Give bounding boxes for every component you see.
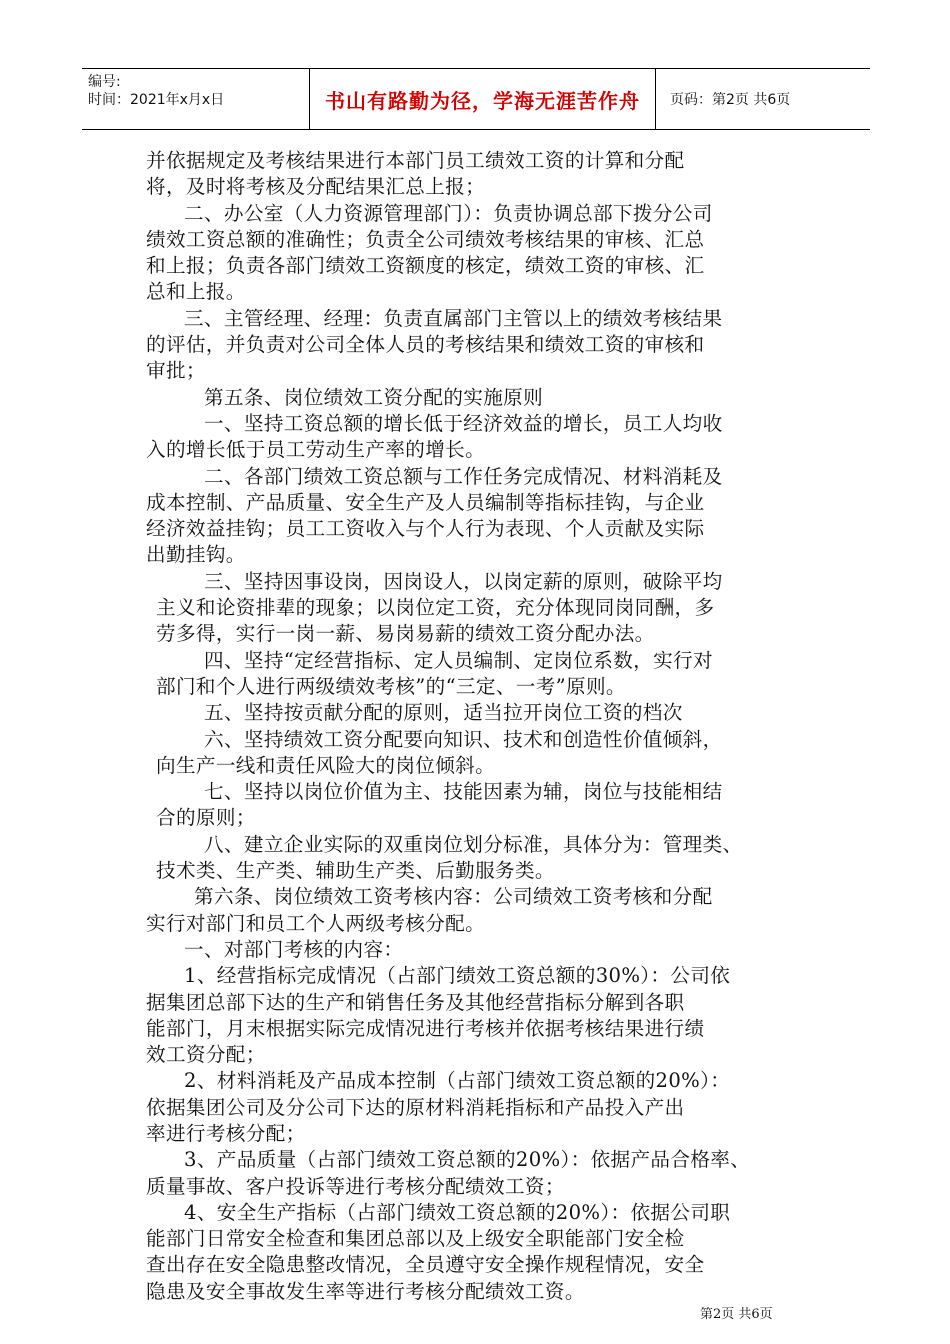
body-text-line: 一、坚持工资总额的增长低于经济效益的增长，员工人均收 <box>204 411 723 435</box>
body-text-line: 三、主管经理、经理：负责直属部门主管以上的绩效考核结果 <box>184 306 723 330</box>
header-meta <box>82 69 310 129</box>
body-text-line: 将，及时将考核及分配结果汇总上报； <box>146 175 486 199</box>
body-text-line: 2、材料消耗及产品成本控制（占部门绩效工资总额的20%）： <box>184 1069 731 1093</box>
body-text-line: 4、安全生产指标（占部门绩效工资总额的20%）：依据公司职 <box>184 1200 731 1224</box>
page-footer: 第2页 共6页 <box>700 1307 773 1322</box>
body-text-line: 四、坚持“定经营指标、定人员编制、定岗位系数，实行对 <box>204 648 713 672</box>
body-text-line: 据集团总部下达的生产和销售任务及其他经营指标分解到各职 <box>146 990 685 1014</box>
document-body <box>146 148 810 1305</box>
document-time-label: 时间：2021年x月x日 <box>88 92 225 108</box>
body-text-line: 和上报；负责各部门绩效工资额度的核定，绩效工资的审核、汇 <box>146 254 705 278</box>
body-text-line: 三、坚持因事设岗，因岗设人，以岗定薪的原则，破除平均 <box>204 569 723 593</box>
body-text-line: 审批； <box>146 359 206 383</box>
body-text-line: 第六条、岗位绩效工资考核内容：公司绩效工资考核和分配 <box>194 885 713 909</box>
body-text-line: 劳多得，实行一岗一薪、易岗易薪的绩效工资分配办法。 <box>156 622 655 646</box>
header-motto: 书山有路勤为径，学海无涯苦作舟 <box>310 69 656 129</box>
body-text-line: 1、经营指标完成情况（占部门绩效工资总额的30%）：公司依 <box>184 964 731 988</box>
body-text-line: 八、建立企业实际的双重岗位划分标准，具体分为：管理类、 <box>204 832 743 856</box>
body-text-line: 总和上报。 <box>146 280 246 304</box>
body-text-line: 绩效工资总额的准确性；负责全公司绩效考核结果的审核、汇总 <box>146 227 705 251</box>
body-text-line: 的评估，并负责对公司全体人员的考核结果和绩效工资的审核和 <box>146 333 705 357</box>
body-text-line: 效工资分配； <box>146 1043 266 1067</box>
body-text-line: 向生产一线和责任风险大的岗位倾斜。 <box>156 753 496 777</box>
body-text-line: 率进行考核分配； <box>146 1121 306 1145</box>
body-text-line: 能部门日常安全检查和集团总部以及上级安全职能部门安全检 <box>146 1227 685 1251</box>
body-text-line: 3、产品质量（占部门绩效工资总额的20%）：依据产品合格率、 <box>184 1148 751 1172</box>
body-text-line: 并依据规定及考核结果进行本部门员工绩效工资的计算和分配 <box>146 149 685 172</box>
body-text-line: 经济效益挂钩；员工工资收入与个人行为表现、个人贡献及实际 <box>146 517 705 541</box>
body-text-line: 质量事故、客户投诉等进行考核分配绩效工资； <box>146 1174 565 1198</box>
body-text-line: 二、各部门绩效工资总额与工作任务完成情况、材料消耗及 <box>204 464 723 488</box>
body-text-line: 实行对部门和员工个人两级考核分配。 <box>146 911 486 935</box>
body-text-line: 入的增长低于员工劳动生产率的增长。 <box>146 438 486 462</box>
body-text-line: 查出存在安全隐患整改情况，全员遵守安全操作规程情况，安全 <box>146 1253 705 1277</box>
body-text-line: 部门和个人进行两级绩效考核”的“三定、一考”原则。 <box>156 674 626 698</box>
body-text-line: 五、坚持按贡献分配的原则，适当拉开岗位工资的档次 <box>204 701 683 725</box>
page-header <box>82 68 870 130</box>
body-text-line: 一、对部门考核的内容： <box>184 937 404 961</box>
body-text-line: 主义和论资排辈的现象；以岗位定工资，充分体现同岗同酬，多 <box>156 596 715 620</box>
header-page-number: 页码：第2页 共6页 <box>670 92 791 108</box>
body-text-line: 第五条、岗位绩效工资分配的实施原则 <box>204 385 544 409</box>
body-text-line: 成本控制、产品质量、安全生产及人员编制等指标挂钩，与企业 <box>146 490 705 514</box>
body-text-line: 六、坚持绩效工资分配要向知识、技术和创造性价值倾斜， <box>204 727 723 751</box>
body-text-line: 二、办公室（人力资源管理部门）：负责协调总部下拨分公司 <box>184 201 713 225</box>
body-text-line: 依据集团公司及分公司下达的原材料消耗指标和产品投入产出 <box>146 1095 685 1119</box>
body-text-line: 出勤挂钩。 <box>146 543 246 567</box>
body-text-line: 技术类、生产类、辅助生产类、后勤服务类。 <box>156 859 555 883</box>
body-text-line: 隐患及安全事故发生率等进行考核分配绩效工资。 <box>146 1279 585 1303</box>
document-number-label: 编号: <box>88 74 121 90</box>
body-text-line: 能部门，月末根据实际完成情况进行考核并依据考核结果进行绩 <box>146 1016 705 1040</box>
body-text-line: 七、坚持以岗位价值为主、技能因素为辅，岗位与技能相结 <box>204 780 723 804</box>
body-text-line: 合的原则； <box>156 806 256 830</box>
